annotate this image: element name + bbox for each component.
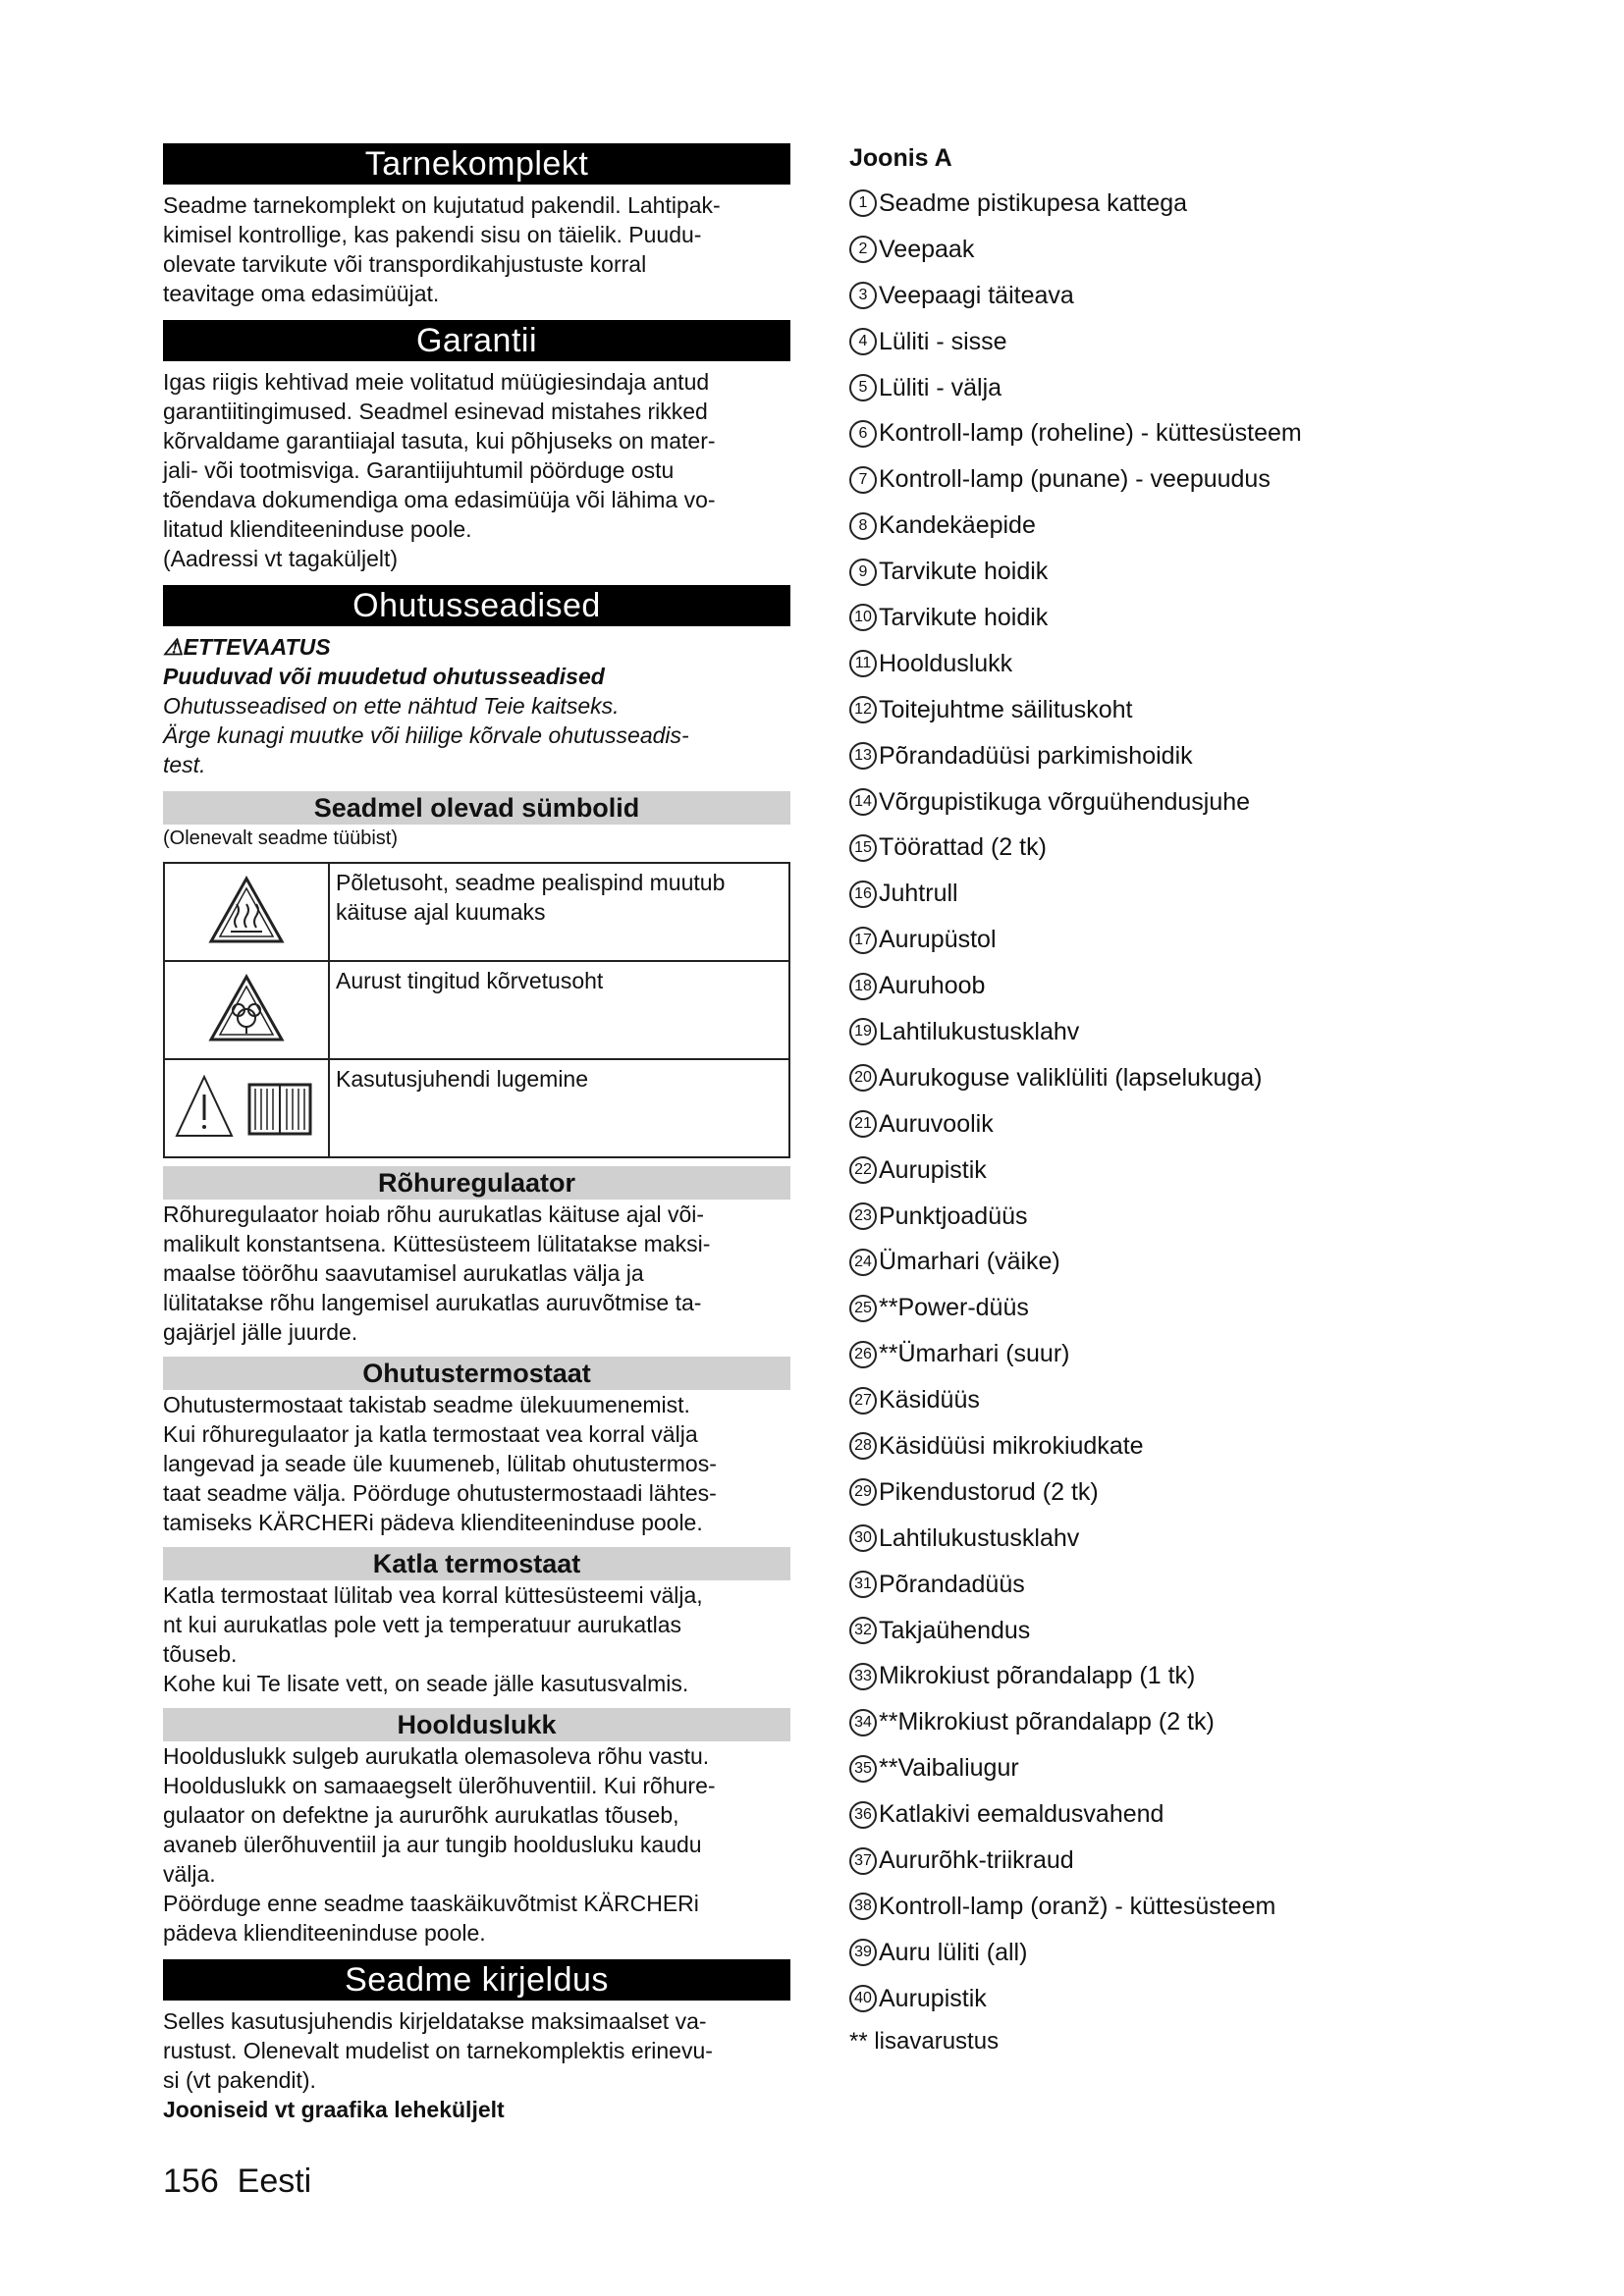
item-label: Toitejuhtme säilituskoht — [879, 695, 1133, 723]
text-line: nt kui aurukatlas pole vett ja temperatuur aurukatlas — [163, 1612, 682, 1637]
item-label: Aurupistik — [879, 1155, 987, 1184]
text-line: garantiitingimused. Seadmel esinevad mistahes rikked — [163, 399, 708, 424]
item-number: 8 — [849, 512, 877, 540]
section-heading-symbolid: Seadmel olevad sümbolid — [163, 791, 790, 825]
text-line: malikult konstantsena. Küttesüsteem lülitatakse maksi- — [163, 1231, 711, 1256]
text-line: olevate tarvikute või transpordikahjustuste korral — [163, 251, 647, 277]
item-label: Kandekäepide — [879, 511, 1036, 540]
text-line: maalse töörõhu saavutamisel aurukatlas välja ja — [163, 1260, 644, 1286]
symbol-text: Põletusoht, seadme pealispind muutub käituse ajal kuumaks — [329, 863, 789, 961]
item-label: Veepaak — [879, 235, 975, 263]
item-number: 7 — [849, 466, 877, 494]
item-number: 28 — [849, 1432, 877, 1460]
text-line: taat seadme välja. Pöörduge ohutustermostaadi lähtes- — [163, 1480, 717, 1506]
katla-text — [163, 1580, 790, 1698]
list-item — [849, 1838, 1537, 1884]
list-item — [849, 1101, 1537, 1148]
section-heading-rohuregulaator: Rõhuregulaator — [163, 1166, 790, 1200]
text-line: pädeva klienditeeninduse poole. — [163, 1920, 486, 1946]
page-footer — [163, 2163, 311, 2201]
left-column — [163, 143, 790, 2124]
item-number: 17 — [849, 927, 877, 954]
symbol-note: (Olenevalt seadme tüübist) — [163, 828, 399, 849]
item-label: Käsidüüsi mikrokiudkate — [879, 1431, 1144, 1460]
list-item — [849, 456, 1537, 503]
item-number: 29 — [849, 1478, 877, 1506]
text-line: si (vt pakendit). — [163, 2067, 316, 2093]
item-label: **Ümarhari (suur) — [879, 1340, 1070, 1368]
item-label: Aurupistik — [879, 1984, 987, 2012]
text-line-bold: Jooniseid vt graafika leheküljelt — [163, 2097, 505, 2122]
item-label: Auruhoob — [879, 972, 986, 1000]
list-item — [849, 1148, 1537, 1194]
item-number: 19 — [849, 1018, 877, 1045]
list-item — [849, 641, 1537, 687]
item-label: Töörattad (2 tk) — [879, 833, 1047, 862]
text-line: Ärge kunagi muutke või hiilige kõrvale ohutusseadis- — [163, 722, 689, 748]
item-label: Lahtilukustusklahv — [879, 1523, 1080, 1552]
symbol-text: Kasutusjuhendi lugemine — [329, 1059, 789, 1157]
item-number: 34 — [849, 1709, 877, 1736]
item-label: **Power-düüs — [879, 1294, 1029, 1322]
symbol-text: Aurust tingitud kõrvetusoht — [329, 961, 789, 1059]
list-item — [849, 1654, 1537, 1700]
list-item — [849, 227, 1537, 273]
text-line: lülitatakse rõhu langemisel aurukatlas auruvõtmise ta- — [163, 1290, 702, 1315]
item-number: 15 — [849, 834, 877, 862]
text-line: (Aadressi vt tagaküljelt) — [163, 546, 399, 571]
item-number: 39 — [849, 1939, 877, 1966]
text-line: Kui rõhuregulaator ja katla termostaat vea korral välja — [163, 1421, 698, 1447]
text-line: Hoolduslukk on samaaegselt ülerõhuventiil. Kui rõhure- — [163, 1773, 716, 1798]
item-number: 24 — [849, 1249, 877, 1276]
hot-surface-warning-icon — [164, 863, 329, 961]
item-label: Võrgupistikuga võrguühendusjuhe — [879, 787, 1251, 816]
list-item — [849, 273, 1537, 319]
item-label: Käsidüüs — [879, 1386, 980, 1415]
list-item — [849, 917, 1537, 963]
section-heading-hoolduslukk: Hoolduslukk — [163, 1708, 790, 1741]
text-line: langevad ja seade üle kuumeneb, lülitab ohutustermos- — [163, 1451, 717, 1476]
item-label: Auru lüliti (all) — [879, 1938, 1028, 1966]
page-language: Eesti — [237, 2163, 312, 2200]
item-label: **Vaibaliugur — [879, 1754, 1019, 1783]
list-item — [849, 1285, 1537, 1331]
text-line: Selles kasutusjuhendis kirjeldatakse maksimaalset va- — [163, 2008, 707, 2034]
text-line: litatud klienditeeninduse poole. — [163, 516, 472, 542]
list-item — [849, 779, 1537, 826]
text-line: test. — [163, 752, 206, 777]
list-item — [849, 365, 1537, 411]
text-line: Katla termostaat lülitab vea korral küttesüsteemi välja, — [163, 1582, 703, 1608]
item-label: Seadme pistikupesa kattega — [879, 188, 1188, 217]
text-line: gulaator on defektne ja aururõhk aurukatlas tõuseb, — [163, 1802, 679, 1828]
item-number: 26 — [849, 1341, 877, 1368]
item-number: 40 — [849, 1985, 877, 2012]
item-number: 25 — [849, 1295, 877, 1322]
list-item — [849, 871, 1537, 917]
item-label: Veepaagi täiteava — [879, 281, 1074, 309]
garantii-text — [163, 367, 790, 573]
text-line: avaneb ülerõhuventiil ja aur tungib hooldusluku kaudu — [163, 1832, 702, 1857]
item-number: 9 — [849, 559, 877, 586]
text-line: Igas riigis kehtivad meie volitatud müügiesindaja antud — [163, 369, 710, 395]
item-number: 16 — [849, 881, 877, 908]
item-label: Lüliti - sisse — [879, 327, 1007, 355]
text-line: Kohe kui Te lisate vett, on seade jälle kasutusvalmis. — [163, 1671, 689, 1696]
symbol-row — [164, 961, 789, 1059]
list-item — [849, 1055, 1537, 1101]
list-item — [849, 595, 1537, 641]
list-item — [849, 687, 1537, 733]
text-line: Hoolduslukk sulgeb aurukatla olemasoleva rõhu vastu. — [163, 1743, 710, 1769]
list-item — [849, 1745, 1537, 1791]
item-number: 18 — [849, 973, 877, 1000]
warning-subtitle: Puuduvad või muudetud ohutusseadised — [163, 664, 605, 689]
text-line: tõuseb. — [163, 1641, 238, 1667]
item-number: 20 — [849, 1064, 877, 1092]
text-line: kõrvaldame garantiiajal tasuta, kui põhjuseks on mater- — [163, 428, 716, 454]
list-item — [849, 1331, 1537, 1377]
item-label: Aurupüstol — [879, 926, 997, 954]
footnote: ** lisavarustus — [849, 2027, 1000, 2055]
item-label: Auruvoolik — [879, 1109, 994, 1138]
item-number: 3 — [849, 282, 877, 309]
text-line: jali- või tootmisviga. Garantiijuhtumil pöörduge ostu — [163, 457, 675, 483]
item-number: 22 — [849, 1156, 877, 1184]
item-label: Lüliti - välja — [879, 373, 1002, 401]
item-label: Aururõhk-triikraud — [879, 1846, 1074, 1874]
read-manual-icon — [164, 1059, 329, 1157]
item-label: **Mikrokiust põrandalapp (2 tk) — [879, 1708, 1215, 1736]
list-item — [849, 503, 1537, 549]
tarnekomplekt-text — [163, 190, 790, 308]
item-label: Kontroll-lamp (oranž) - küttesüsteem — [879, 1892, 1276, 1920]
steam-burn-warning-icon — [164, 961, 329, 1059]
text-line: tamiseks KÄRCHERi pädeva klienditeeninduse poole. — [163, 1510, 703, 1535]
list-item — [849, 1009, 1537, 1055]
item-number: 14 — [849, 788, 877, 816]
text-line: Ohutustermostaat takistab seadme ülekuumenemist. — [163, 1392, 690, 1417]
item-label: Põrandadüüsi parkimishoidik — [879, 741, 1193, 770]
text-line: kimisel kontrollige, kas pakendi sisu on täielik. Puudu- — [163, 222, 702, 247]
text-line: teavitage oma edasimüüjat. — [163, 281, 440, 306]
right-column — [849, 143, 1537, 2079]
item-number: 4 — [849, 328, 877, 355]
list-item — [849, 1377, 1537, 1423]
text-line: Seadme tarnekomplekt on kujutatud pakendil. Lahtipak- — [163, 192, 721, 218]
item-number: 11 — [849, 650, 877, 677]
list-item — [849, 1791, 1537, 1838]
list-item — [849, 1469, 1537, 1516]
symbol-table — [163, 862, 790, 1158]
kirjeldus-text — [163, 2006, 790, 2124]
list-item — [849, 1423, 1537, 1469]
list-item — [849, 1608, 1537, 1654]
page-number: 156 — [163, 2163, 219, 2200]
item-number: 30 — [849, 1524, 877, 1552]
rohuregulaator-text — [163, 1200, 790, 1347]
item-label: Põrandadüüs — [879, 1570, 1025, 1598]
list-item — [849, 1194, 1537, 1240]
item-label: Tarvikute hoidik — [879, 558, 1049, 586]
section-heading-kirjeldus: Seadme kirjeldus — [163, 1959, 790, 2001]
list-item — [849, 825, 1537, 871]
item-label: Mikrokiust põrandalapp (1 tk) — [879, 1662, 1196, 1690]
item-label: Tarvikute hoidik — [879, 603, 1049, 631]
list-item — [849, 1239, 1537, 1285]
ohutustermostaat-text — [163, 1390, 790, 1537]
section-heading-garantii: Garantii — [163, 320, 790, 361]
item-label: Juhtrull — [879, 880, 958, 908]
item-label: Ümarhari (väike) — [879, 1248, 1060, 1276]
item-label: Hoolduslukk — [879, 649, 1013, 677]
list-item — [849, 319, 1537, 365]
text-line: Pöörduge enne seadme taaskäikuvõtmist KÄRCHERi — [163, 1891, 699, 1916]
list-item — [849, 1930, 1537, 1976]
item-label: Katlakivi eemaldusvahend — [879, 1800, 1164, 1829]
section-heading-ohutusseadised: Ohutusseadised — [163, 585, 790, 626]
item-label: Aurukoguse valiklüliti (lapselukuga) — [879, 1063, 1263, 1092]
item-number: 38 — [849, 1893, 877, 1920]
symbol-row — [164, 863, 789, 961]
item-number: 27 — [849, 1387, 877, 1415]
item-number: 2 — [849, 236, 877, 263]
list-item — [849, 1884, 1537, 1930]
section-heading-tarnekomplekt: Tarnekomplekt — [163, 143, 790, 185]
list-item — [849, 1976, 1537, 2022]
item-number: 33 — [849, 1663, 877, 1690]
parts-list — [849, 181, 1537, 2022]
item-label: Takjaühendus — [879, 1616, 1031, 1644]
item-number: 1 — [849, 189, 877, 217]
hoolduslukk-text — [163, 1741, 790, 1948]
warning-label — [163, 632, 790, 662]
list-item — [849, 963, 1537, 1009]
list-item — [849, 1562, 1537, 1608]
item-number: 31 — [849, 1571, 877, 1598]
list-item — [849, 549, 1537, 595]
text-line: tõendava dokumendiga oma edasimüüja või lähima vo- — [163, 487, 716, 512]
symbol-row — [164, 1059, 789, 1157]
item-label: Pikendustorud (2 tk) — [879, 1477, 1099, 1506]
item-number: 13 — [849, 742, 877, 770]
text-line: Rõhuregulaator hoiab rõhu aurukatlas käituse ajal või- — [163, 1201, 705, 1227]
list-item — [849, 410, 1537, 456]
item-number: 35 — [849, 1755, 877, 1783]
item-number: 12 — [849, 696, 877, 723]
warning-text: ETTEVAATUS — [183, 634, 331, 660]
item-number: 37 — [849, 1847, 877, 1875]
ohutusseadised-text — [163, 632, 790, 779]
item-label: Kontroll-lamp (roheline) - küttesüsteem — [879, 419, 1302, 448]
text-line: gajärjel jälle juurde. — [163, 1319, 358, 1345]
list-item — [849, 181, 1537, 227]
item-number: 5 — [849, 374, 877, 401]
item-label: Lahtilukustusklahv — [879, 1017, 1080, 1045]
text-line: välja. — [163, 1861, 216, 1887]
item-label: Kontroll-lamp (punane) - veepuudus — [879, 465, 1271, 494]
figure-title: Joonis A — [849, 144, 952, 172]
list-item — [849, 733, 1537, 779]
list-item — [849, 1699, 1537, 1745]
item-number: 23 — [849, 1202, 877, 1230]
warning-triangle-icon: ⚠ — [163, 634, 184, 660]
list-item — [849, 1516, 1537, 1562]
section-heading-ohutustermostaat: Ohutustermostaat — [163, 1357, 790, 1390]
item-number: 32 — [849, 1617, 877, 1644]
item-number: 36 — [849, 1801, 877, 1829]
item-number: 10 — [849, 604, 877, 631]
text-line: rustust. Olenevalt mudelist on tarnekomplektis erinevu- — [163, 2038, 713, 2063]
text-line: Ohutusseadised on ette nähtud Teie kaitseks. — [163, 693, 620, 719]
item-number: 21 — [849, 1110, 877, 1138]
item-number: 6 — [849, 420, 877, 448]
section-heading-katla-termostaat: Katla termostaat — [163, 1547, 790, 1580]
item-label: Punktjoadüüs — [879, 1201, 1028, 1230]
